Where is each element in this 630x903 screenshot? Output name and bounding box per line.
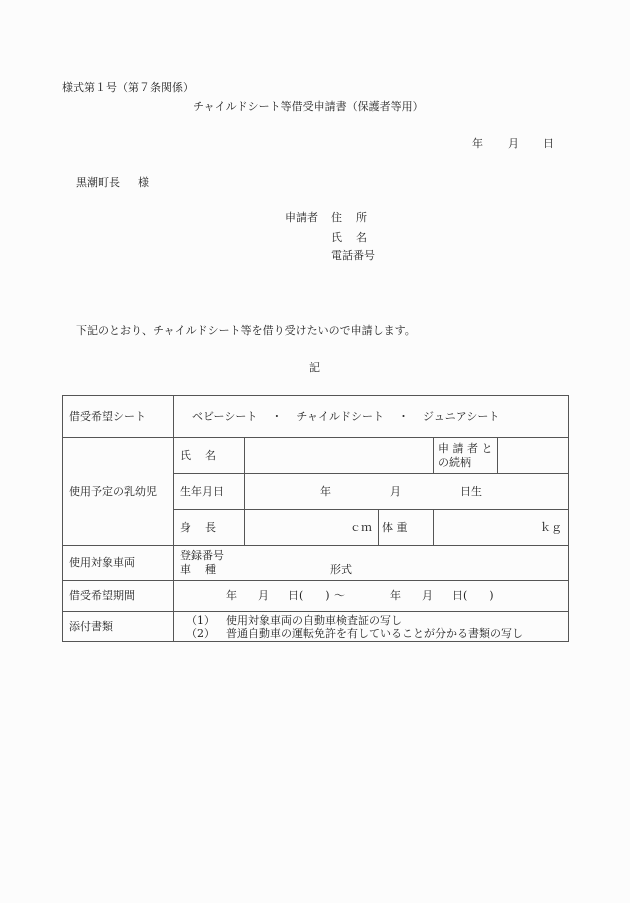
- period-start-year: 年: [226, 589, 237, 603]
- child-name-row: [63, 438, 569, 474]
- period-row: [63, 581, 569, 612]
- period-field[interactable]: [174, 581, 569, 612]
- application-form-table: [62, 395, 569, 642]
- period-end-month: 月: [422, 589, 433, 603]
- relation-field[interactable]: [498, 438, 569, 474]
- attachment-item: （1） 使用対象車両の自動車検査証の写し: [186, 613, 402, 627]
- seat-options: [174, 396, 569, 438]
- weight-label: 体 重: [379, 510, 434, 546]
- relation-label-line2: の続柄: [438, 455, 471, 469]
- weight-field[interactable]: [434, 510, 569, 546]
- date-day-label: 日: [543, 137, 554, 150]
- period-start-day: 日( ): [288, 589, 330, 603]
- ki-heading: 記: [309, 361, 320, 374]
- vehicle-type-row: [180, 563, 562, 577]
- separator: ・: [398, 409, 410, 423]
- child-name-field[interactable]: [245, 438, 434, 474]
- seat-option-baby[interactable]: ベビーシート: [192, 409, 258, 423]
- seat-label: 借受希望シート: [63, 396, 174, 438]
- child-label: 使用予定の乳幼児: [63, 438, 174, 546]
- applicant-phone-label: 電話番号: [331, 249, 375, 262]
- period-end-day: 日( ): [452, 589, 494, 603]
- attachments-label: 添付書類: [63, 612, 174, 642]
- period-label: 借受希望期間: [63, 581, 174, 612]
- seat-option-junior[interactable]: ジュニアシート: [423, 409, 500, 423]
- date-month-label: 月: [508, 137, 519, 150]
- addressee-name: 黒潮町長: [76, 176, 120, 189]
- document-title: チャイルドシート等借受申請書（保護者等用）: [193, 100, 424, 113]
- vehicle-label: 使用対象車両: [63, 546, 174, 581]
- height-label: 身長: [174, 510, 245, 546]
- dob-label: 生年月日: [174, 474, 245, 510]
- vehicle-model-label: 形式: [330, 563, 352, 576]
- period-end-year: 年: [390, 589, 401, 603]
- applicant-name-label: 氏名: [331, 231, 381, 244]
- height-unit: ｃｍ: [350, 520, 372, 534]
- seat-row: [63, 396, 569, 438]
- period-tilde: ～: [334, 589, 345, 603]
- form-number: 様式第１号（第７条関係）: [62, 81, 194, 94]
- attachment-item: （2） 普通自動車の運転免許を有していることが分かる書類の写し: [186, 626, 523, 640]
- height-field[interactable]: [245, 510, 379, 546]
- vehicle-field[interactable]: [174, 546, 569, 581]
- attachments-list: [174, 612, 569, 642]
- addressee: [76, 177, 149, 188]
- vehicle-reg-label: 登録番号: [180, 549, 224, 563]
- dob-year: 年: [320, 484, 331, 498]
- application-statement: 下記のとおり、チャイルドシート等を借り受けたいので申請します。: [76, 324, 416, 337]
- vehicle-row: [63, 546, 569, 581]
- weight-unit: ｋｇ: [540, 520, 563, 534]
- separator: ・: [271, 409, 283, 423]
- relation-label-line1: 申 請 者 と: [438, 441, 493, 455]
- date-year-label: 年: [472, 137, 483, 150]
- relation-label: [434, 438, 498, 474]
- attachments-row: [63, 612, 569, 642]
- dob-day: 日生: [460, 484, 482, 498]
- addressee-honorific: 様: [138, 176, 149, 189]
- vehicle-type-label: 車種: [180, 563, 230, 576]
- child-name-label: 氏名: [174, 438, 245, 474]
- applicant-address-label: 住所: [331, 211, 381, 224]
- period-start-month: 月: [258, 589, 269, 603]
- dob-field[interactable]: [245, 474, 569, 510]
- seat-option-child[interactable]: チャイルドシート: [296, 409, 385, 423]
- applicant-label: 申請者: [285, 211, 318, 224]
- dob-month: 月: [390, 484, 401, 498]
